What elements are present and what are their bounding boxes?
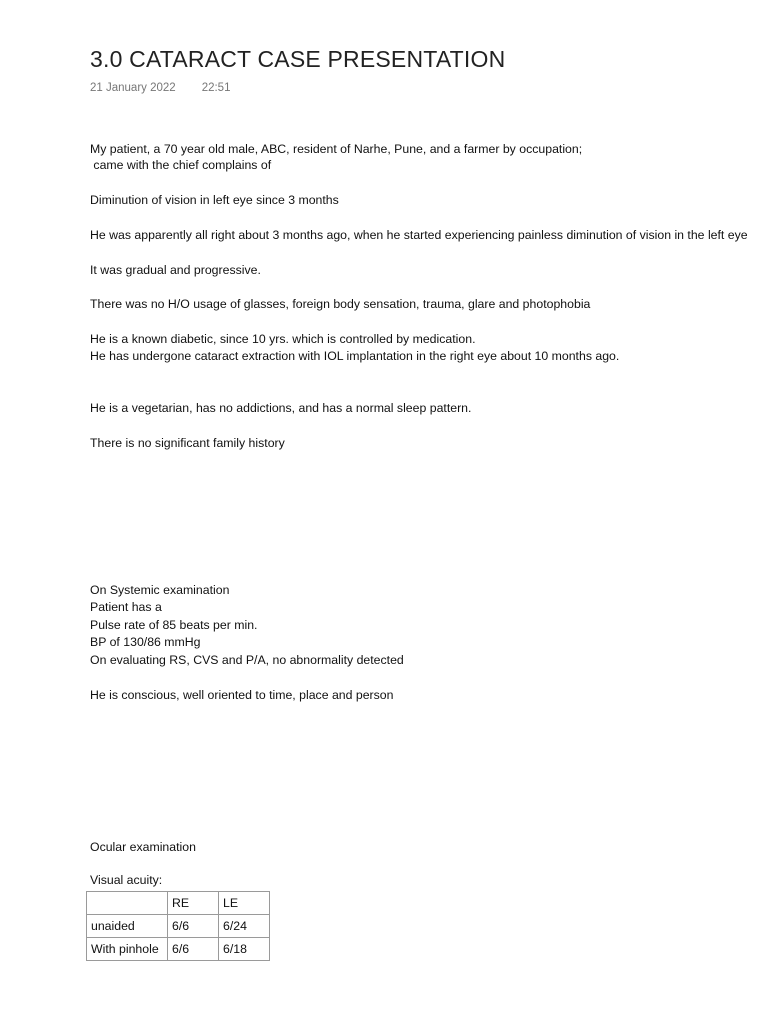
pulse-rate: Pulse rate of 85 beats per min. xyxy=(90,618,258,632)
table-header-row xyxy=(87,892,270,915)
table-header-re: RE xyxy=(168,892,219,915)
personal-history: He is a vegetarian, has no addictions, and has a normal sleep pattern. xyxy=(90,401,472,415)
note-time: 22:51 xyxy=(201,82,231,94)
systemic-heading: On Systemic examination xyxy=(90,583,230,597)
systems-exam: On evaluating RS, CVS and P/A, no abnormality detected xyxy=(90,653,404,667)
visual-acuity-label: Visual acuity: xyxy=(90,873,163,887)
chief-complaint: Diminution of vision in left eye since 3 months xyxy=(90,193,339,207)
table-row xyxy=(87,938,270,961)
page-title: 3.0 CATARACT CASE PRESENTATION xyxy=(90,46,506,72)
intro-line-1: My patient, a 70 year old male, ABC, resident of Narhe, Pune, and a farmer by occupation; xyxy=(90,142,583,156)
consciousness: He is conscious, well oriented to time, place and person xyxy=(90,688,394,702)
family-history: There is no significant family history xyxy=(90,436,285,450)
table-cell: 6/6 xyxy=(168,915,219,938)
table-cell: With pinhole xyxy=(87,938,168,961)
past-history-diabetes: He is a known diabetic, since 10 yrs. which is controlled by medication. xyxy=(90,332,476,346)
table-cell xyxy=(87,892,168,915)
table-cell: 6/6 xyxy=(168,938,219,961)
table-cell: unaided xyxy=(87,915,168,938)
past-history-surgery: He has undergone cataract extraction with IOL implantation in the right eye about 10 months ago. xyxy=(90,349,620,363)
systemic-line: Patient has a xyxy=(90,600,162,614)
negative-history: There was no H/O usage of glasses, foreign body sensation, trauma, glare and photophobia xyxy=(90,297,591,311)
note-timestamp xyxy=(90,82,230,94)
table-cell: 6/24 xyxy=(219,915,270,938)
ocular-heading: Ocular examination xyxy=(90,840,196,854)
hpi-progression: It was gradual and progressive. xyxy=(90,263,261,277)
blood-pressure: BP of 130/86 mmHg xyxy=(90,635,201,649)
visual-acuity-table xyxy=(86,891,270,961)
table-row xyxy=(87,915,270,938)
table-header-le: LE xyxy=(219,892,270,915)
hpi-paragraph: He was apparently all right about 3 months ago, when he started experiencing painless diminution of vision in the left eye xyxy=(90,228,748,242)
note-date: 21 January 2022 xyxy=(90,82,176,94)
intro-line-2: came with the chief complains of xyxy=(90,158,272,172)
table-cell: 6/18 xyxy=(219,938,270,961)
